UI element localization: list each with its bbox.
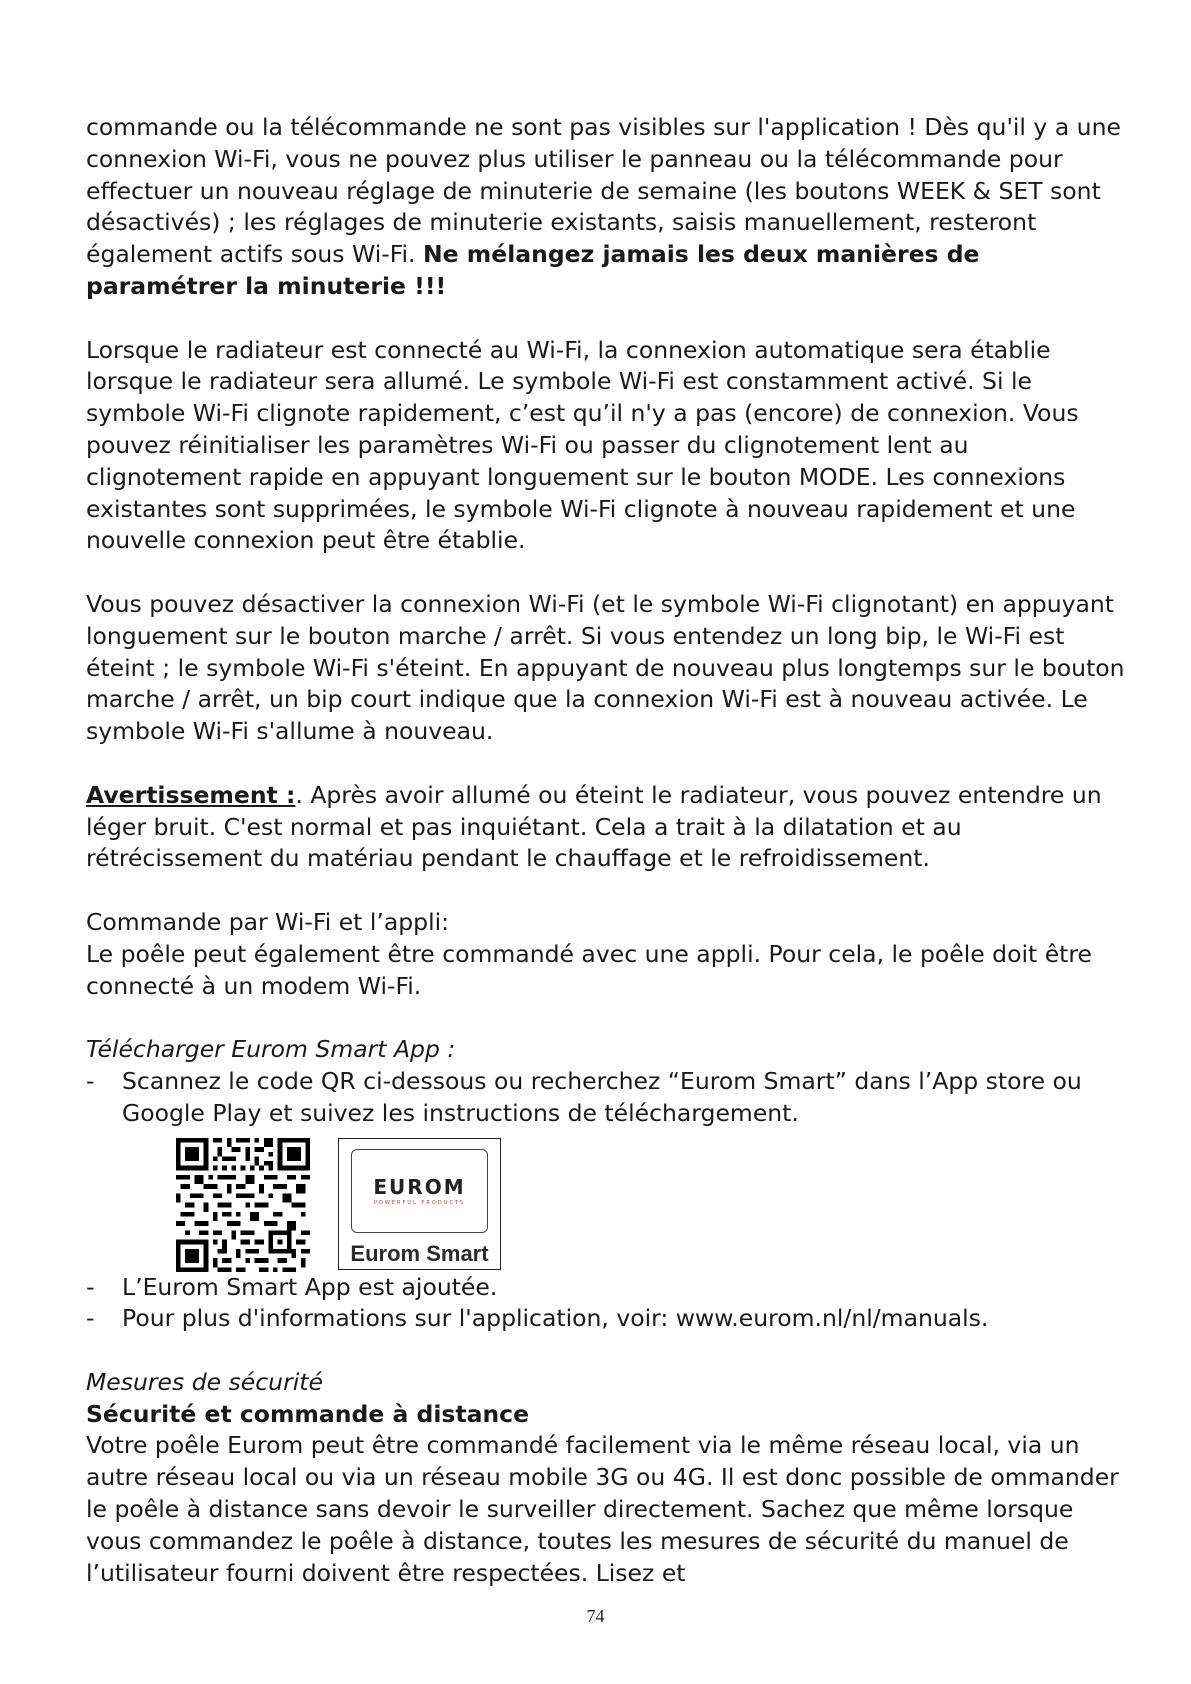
app-control-heading: Commande par Wi-Fi et l’appli: — [86, 907, 450, 936]
eurom-brand: EUROM — [373, 1174, 466, 1199]
qr-code-image — [176, 1138, 310, 1272]
download-step-info: Pour plus d'informations sur l'application, voir: www.eurom.nl/nl/manuals. — [122, 1304, 989, 1333]
list-item — [86, 1303, 1126, 1335]
page-content — [86, 112, 1126, 1589]
app-images — [86, 1134, 1126, 1272]
eurom-smart-logo — [338, 1138, 501, 1270]
paragraph-timer-warning: Ne mélangez jamais les deux manières de paramétrer la minuterie !!! — [86, 240, 980, 300]
safety-heading-bold — [86, 1399, 1126, 1431]
list-item — [86, 1066, 1126, 1130]
paragraph-timer-text: commande ou la télécommande ne sont pas visibles sur l'application ! Dès qu'il y a une connexion Wi-Fi, vous ne pouvez plus utiliser le panneau ou la télécommande pour effectuer un nouveau réglage de minuterie de semaine (les boutons WEEK & SET sont désactivés) ; les réglages de minuterie existants, saisis manuellement, resteront également actifs sous Wi-Fi. — [86, 113, 1121, 269]
eurom-tagline: POWERFUL PRODUCTS — [373, 1199, 466, 1206]
list-dash: - — [86, 1066, 95, 1095]
safety-heading-italic: Mesures de sécurité — [86, 1367, 323, 1396]
list-item — [86, 1272, 1126, 1304]
safety-text: Votre poêle Eurom peut être commandé facilement via le même réseau local, via un autre réseau local ou via un réseau mobile 3G ou 4G. Il est donc possible de ommander le poêle à distance sans devoir le surveiller directement. Sachez que même lorsque vous commandez le poêle à distance, toutes les mesures de sécurité du manuel de l’utilisateur fourni doivent être respectées. Lisez et — [86, 1431, 1119, 1587]
download-step-scan: Scannez le code QR ci-dessous ou recherchez “Eurom Smart” dans l’App store ou Google Play et suivez les instructions de téléchargement. — [122, 1066, 1082, 1127]
paragraph-warning — [86, 780, 1126, 875]
eurom-smart-caption: Eurom Smart — [350, 1240, 489, 1266]
eurom-logo-box — [351, 1149, 488, 1233]
list-dash: - — [86, 1304, 95, 1333]
safety-heading-bold-text: Sécurité et commande à distance — [86, 1399, 530, 1428]
page-number: 74 — [586, 1606, 605, 1626]
paragraph-timer — [86, 112, 1126, 303]
warning-label: Avertissement : — [86, 780, 296, 809]
paragraph-wifi-connection: Lorsque le radiateur est connecté au Wi-Fi, la connexion automatique sera établie lorsque le radiateur sera allumé. Le symbole Wi-Fi est constamment activé. Si le symbole Wi-Fi clignote rapidement, c’est qu’il n'y a pas (encore) de connexion. Vous pouvez réinitialiser les paramètres Wi-Fi ou passer du clignotement lent au clignotement rapide en appuyant longuement sur le bouton MODE. Les connexions existantes sont supprimées, le symbole Wi-Fi clignote à nouveau rapidement et une nouvelle connexion peut être établie. — [86, 335, 1079, 555]
download-step-added: L’Eurom Smart App est ajoutée. — [122, 1272, 498, 1301]
list-dash: - — [86, 1272, 95, 1301]
warning-text: . Après avoir allumé ou éteint le radiateur, vous pouvez entendre un léger bruit. C'est normal et pas inquiétant. Cela a trait à la dilatation et au rétrécissement du matériau pendant le chauffage et le refroidissement. — [86, 780, 1102, 873]
paragraph-wifi-disable: Vous pouvez désactiver la connexion Wi-Fi (et le symbole Wi-Fi clignotant) en appuyant longuement sur le bouton marche / arrêt. Si vous entendez un long bip, le Wi-Fi est éteint ; le symbole Wi-Fi s'éteint. En appuyant de nouveau plus longtemps sur le bouton marche / arrêt, un bip court indique que la connexion Wi-Fi est à nouveau activée. Le symbole Wi-Fi s'allume à nouveau. — [86, 589, 1125, 746]
download-heading: Télécharger Eurom Smart App : — [86, 1035, 456, 1064]
app-control-text: Le poêle peut également être commandé avec une appli. Pour cela, le poêle doit être connecté à un modem Wi-Fi. — [86, 939, 1092, 1000]
